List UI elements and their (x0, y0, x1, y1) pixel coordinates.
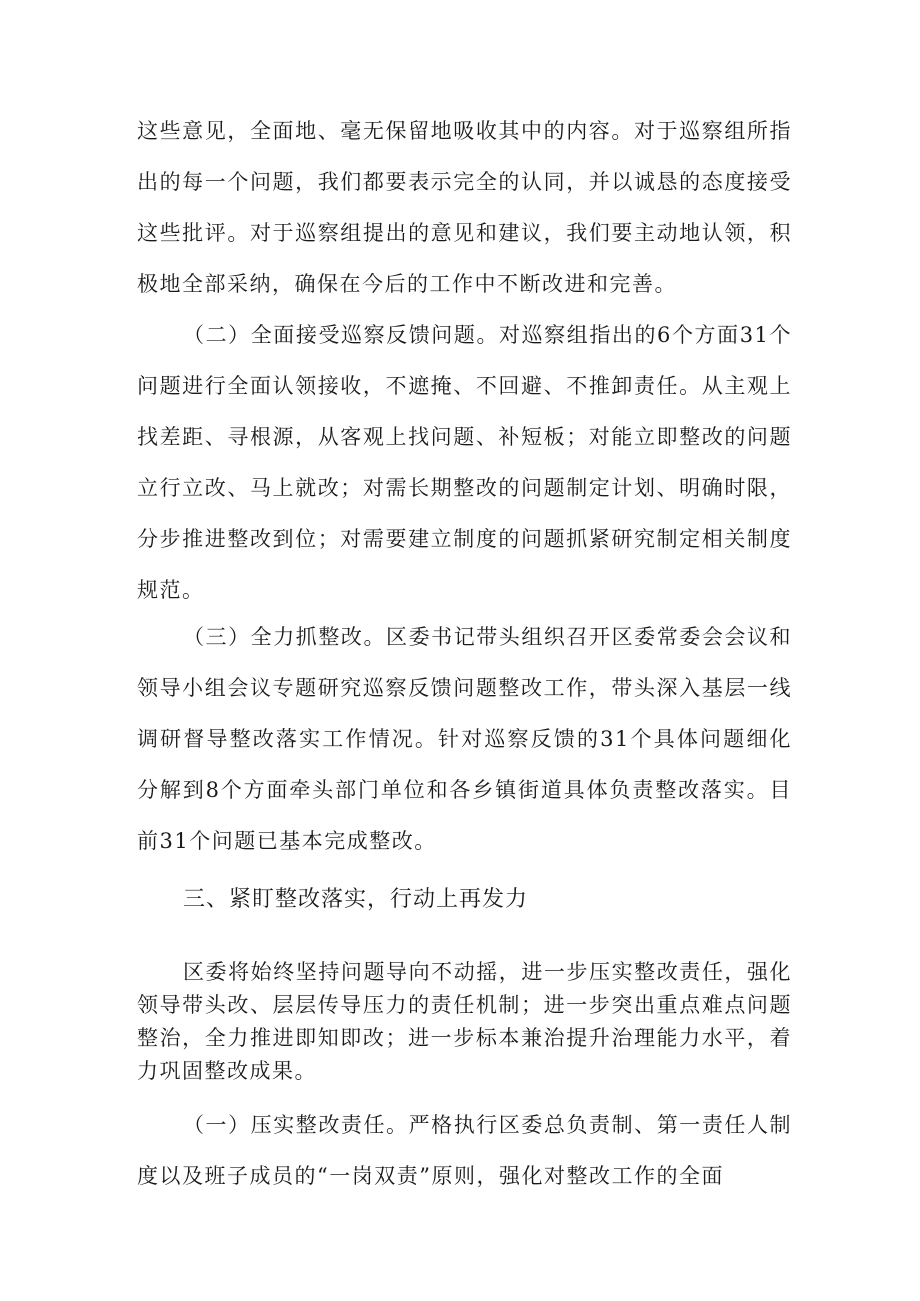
paragraph-responsibility: （一）压实整改责任。严格执行区委总负责制、第一责任人制度以及班子成员的“一岗双责”原则，强化对整改工作的全面 (137, 1113, 792, 1188)
paragraph-section-2: （二）全面接受巡察反馈问题。对巡察组指出的6个方面31个问题进行全面认领接收，不遮掩、不回避、不推卸责任。从主观上找差距、寻根源，从客观上找问题、补短板；对能立即整改的问题立行立改、马上就改；对需长期整改的问题制定计划、明确时限，分步推进整改到位；对需要建立制度的问题抓紧研究制定相关制度规范。 (137, 323, 792, 602)
section-heading: 三、紧盯整改落实，行动上再发力 (183, 887, 529, 912)
paragraph-section-3: （三）全力抓整改。区委书记带头组织召开区委常委会会议和领导小组会议专题研究巡察反馈问题整改工作，带头深入基层一线调研督导整改落实工作情况。针对巡察反馈的31个具体问题细化分解到8个方面牵头部门单位和各乡镇街道具体负责整改落实。目前31个问题已基本完成整改。 (137, 625, 792, 853)
paragraph-commitment: 区委将始终坚持问题导向不动摇，进一步压实整改责任，强化领导带头改、层层传导压力的责任机制；进一步突出重点难点问题整治，全力推进即知即改；进一步标本兼治提升治理能力水平，着力巩固整改成果。 (137, 960, 792, 1083)
paragraph-acceptance: 这些意见，全面地、毫无保留地吸收其中的内容。对于巡察组所指出的每一个问题，我们都要表示完全的认同，并以诚恳的态度接受这些批评。对于巡察组提出的意见和建议，我们要主动地认领，积极地全部采纳，确保在今后的工作中不断改进和完善。 (137, 119, 792, 296)
